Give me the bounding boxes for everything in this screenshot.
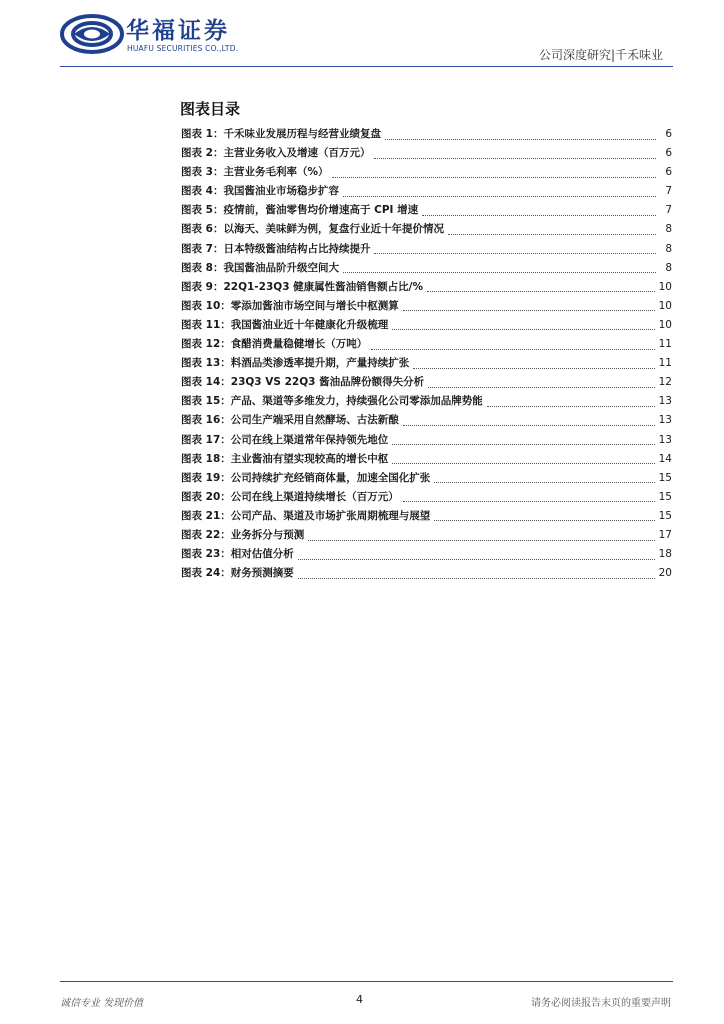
toc-dot-leader	[487, 405, 655, 407]
page-number: 4	[356, 993, 363, 1006]
toc-entry-label: 图表 24：财务预测摘要	[181, 567, 294, 580]
toc-entry-page: 8	[665, 261, 672, 274]
toc-entry[interactable]	[181, 316, 672, 335]
toc-dot-leader	[374, 252, 656, 254]
toc-entry-page: 10	[658, 280, 672, 293]
toc-entry-label: 图表 8：我国酱油品阶升级空间大	[181, 261, 339, 274]
toc-entry[interactable]	[181, 392, 672, 411]
toc-entry-page: 18	[658, 548, 672, 561]
toc-entry[interactable]	[181, 488, 672, 507]
toc-entry[interactable]	[181, 469, 672, 488]
toc-entry-page: 13	[658, 395, 672, 408]
toc-entry[interactable]	[181, 240, 672, 259]
toc-dot-leader	[392, 328, 654, 330]
toc-entry-page: 8	[665, 223, 672, 236]
toc-entry-page: 8	[665, 242, 672, 255]
toc-entry-label: 图表 5：疫情前，酱油零售均价增速高于 CPI 增速	[181, 204, 419, 217]
toc-dot-leader	[403, 424, 655, 426]
toc-entry[interactable]	[181, 564, 672, 583]
toc-dot-leader	[434, 519, 654, 521]
toc-title: 图表目录	[180, 100, 241, 118]
toc-entry-page: 10	[658, 318, 672, 331]
toc-entry[interactable]	[181, 335, 672, 354]
toc-entry[interactable]	[181, 526, 672, 545]
toc-entry-label: 图表 15：产品、渠道等多维发力，持续强化公司零添加品牌势能	[181, 395, 483, 408]
toc-entry-label: 图表 22：业务拆分与预测	[181, 528, 305, 541]
toc-dot-leader	[308, 539, 654, 541]
toc-entry[interactable]	[181, 507, 672, 526]
toc-entry-page: 15	[658, 471, 672, 484]
toc-entry-label: 图表 11：我国酱油业近十年健康化升级梳理	[181, 318, 389, 331]
toc-entry-page: 11	[658, 357, 672, 370]
toc-entry-label: 图表 19：公司持续扩充经销商体量，加速全国化扩张	[181, 471, 431, 484]
toc-entry-page: 11	[658, 338, 672, 351]
toc-entry[interactable]	[181, 354, 672, 373]
toc-dot-leader	[392, 443, 654, 445]
toc-dot-leader	[448, 233, 656, 235]
toc-entry-page: 6	[665, 128, 672, 140]
toc-entry-label: 图表 10：零添加酱油市场空间与增长中枢测算	[181, 299, 399, 312]
toc-entry-label: 图表 18：主业酱油有望实现较高的增长中枢	[181, 452, 389, 465]
toc-entry-page: 15	[658, 509, 672, 522]
toc-entry[interactable]	[181, 450, 672, 469]
toc-entry-label: 图表 21：公司产品、渠道及市场扩张周期梳理与展望	[181, 509, 431, 522]
toc-entry-page: 13	[658, 433, 672, 446]
toc-entry[interactable]	[181, 545, 672, 564]
toc-entry-page: 20	[658, 567, 672, 580]
toc-entry-label: 图表 13：料酒品类渗透率提升期，产量持续扩张	[181, 357, 410, 370]
toc-entry-page: 6	[665, 147, 672, 160]
toc-entry-label: 图表 7：日本特级酱油结构占比持续提升	[181, 242, 371, 255]
toc-entry[interactable]	[181, 182, 672, 201]
toc-entry[interactable]	[181, 411, 672, 430]
toc-entry-label: 图表 2：主营业务收入及增速（百万元）	[181, 147, 371, 160]
toc-entry-label: 图表 14：23Q3 VS 22Q3 酱油品牌份额得失分析	[181, 376, 425, 389]
toc-entry-label: 图表 17：公司在线上渠道常年保持领先地位	[181, 433, 389, 446]
toc-entry[interactable]	[181, 163, 672, 182]
toc-entry-page: 7	[665, 185, 672, 198]
toc-entry-page: 14	[658, 452, 672, 465]
toc-entry[interactable]	[181, 259, 672, 278]
toc-dot-leader	[343, 271, 656, 273]
company-logo	[60, 12, 250, 58]
footer-divider	[60, 981, 673, 982]
toc-entry-page: 7	[665, 204, 672, 217]
toc-dot-leader	[427, 290, 655, 292]
toc-entry-page: 17	[658, 528, 672, 541]
toc-entry[interactable]	[181, 373, 672, 392]
toc-entry-page: 13	[658, 414, 672, 427]
logo-chinese-name: 华福证券	[126, 17, 230, 44]
toc-dot-leader	[403, 309, 655, 311]
toc-dot-leader	[371, 348, 654, 350]
toc-entry[interactable]	[181, 278, 672, 297]
toc-dot-leader	[298, 558, 655, 560]
toc-dot-leader	[413, 367, 654, 369]
toc-dot-leader	[374, 157, 656, 159]
toc-entry[interactable]	[181, 201, 672, 220]
toc-dot-leader	[434, 481, 654, 483]
toc-entry-label: 图表 1：千禾味业发展历程与经营业绩复盘	[181, 128, 381, 140]
toc-entry[interactable]	[181, 125, 672, 144]
toc-entry-label: 图表 23：相对估值分析	[181, 548, 294, 561]
toc-entry-label: 图表 12：食醋消费量稳健增长（万吨）	[181, 338, 368, 351]
toc-dot-leader	[385, 138, 656, 140]
toc-entry-page: 15	[658, 490, 672, 503]
logo-english-name: HUAFU SECURITIES CO.,LTD.	[127, 44, 239, 53]
toc-entry-label: 图表 6：以海天、美味鲜为例，复盘行业近十年提价情况	[181, 223, 444, 236]
toc-entry-label: 图表 3：主营业务毛利率（%）	[181, 166, 329, 179]
footer-disclaimer: 请务必阅读报告末页的重要声明	[531, 998, 671, 1009]
toc-entry-page: 10	[658, 299, 672, 312]
huafu-logo-icon	[60, 14, 124, 54]
toc-entry-label: 图表 16：公司生产端采用自然酵场、古法新酿	[181, 414, 399, 427]
figure-toc-list	[181, 125, 672, 583]
toc-dot-leader	[428, 386, 655, 388]
report-category: 公司深度研究|千禾味业	[538, 48, 663, 62]
toc-entry[interactable]	[181, 144, 672, 163]
toc-dot-leader	[343, 195, 656, 197]
page-header	[0, 0, 724, 70]
toc-entry-label: 图表 9：22Q1-23Q3 健康属性酱油销售额占比/%	[181, 280, 424, 293]
header-divider	[60, 66, 673, 67]
toc-entry[interactable]	[181, 431, 672, 450]
toc-dot-leader	[422, 214, 656, 216]
toc-entry-page: 6	[665, 166, 672, 179]
toc-dot-leader	[332, 176, 656, 178]
toc-entry-label: 图表 4：我国酱油业市场稳步扩容	[181, 185, 339, 198]
toc-entry[interactable]	[181, 220, 672, 239]
toc-dot-leader	[403, 500, 655, 502]
footer-slogan: 诚信专业 发现价值	[60, 998, 144, 1009]
toc-dot-leader	[298, 577, 655, 579]
toc-entry-page: 12	[658, 376, 672, 389]
toc-entry[interactable]	[181, 297, 672, 316]
toc-dot-leader	[392, 462, 654, 464]
toc-entry-label: 图表 20：公司在线上渠道持续增长（百万元）	[181, 490, 399, 503]
